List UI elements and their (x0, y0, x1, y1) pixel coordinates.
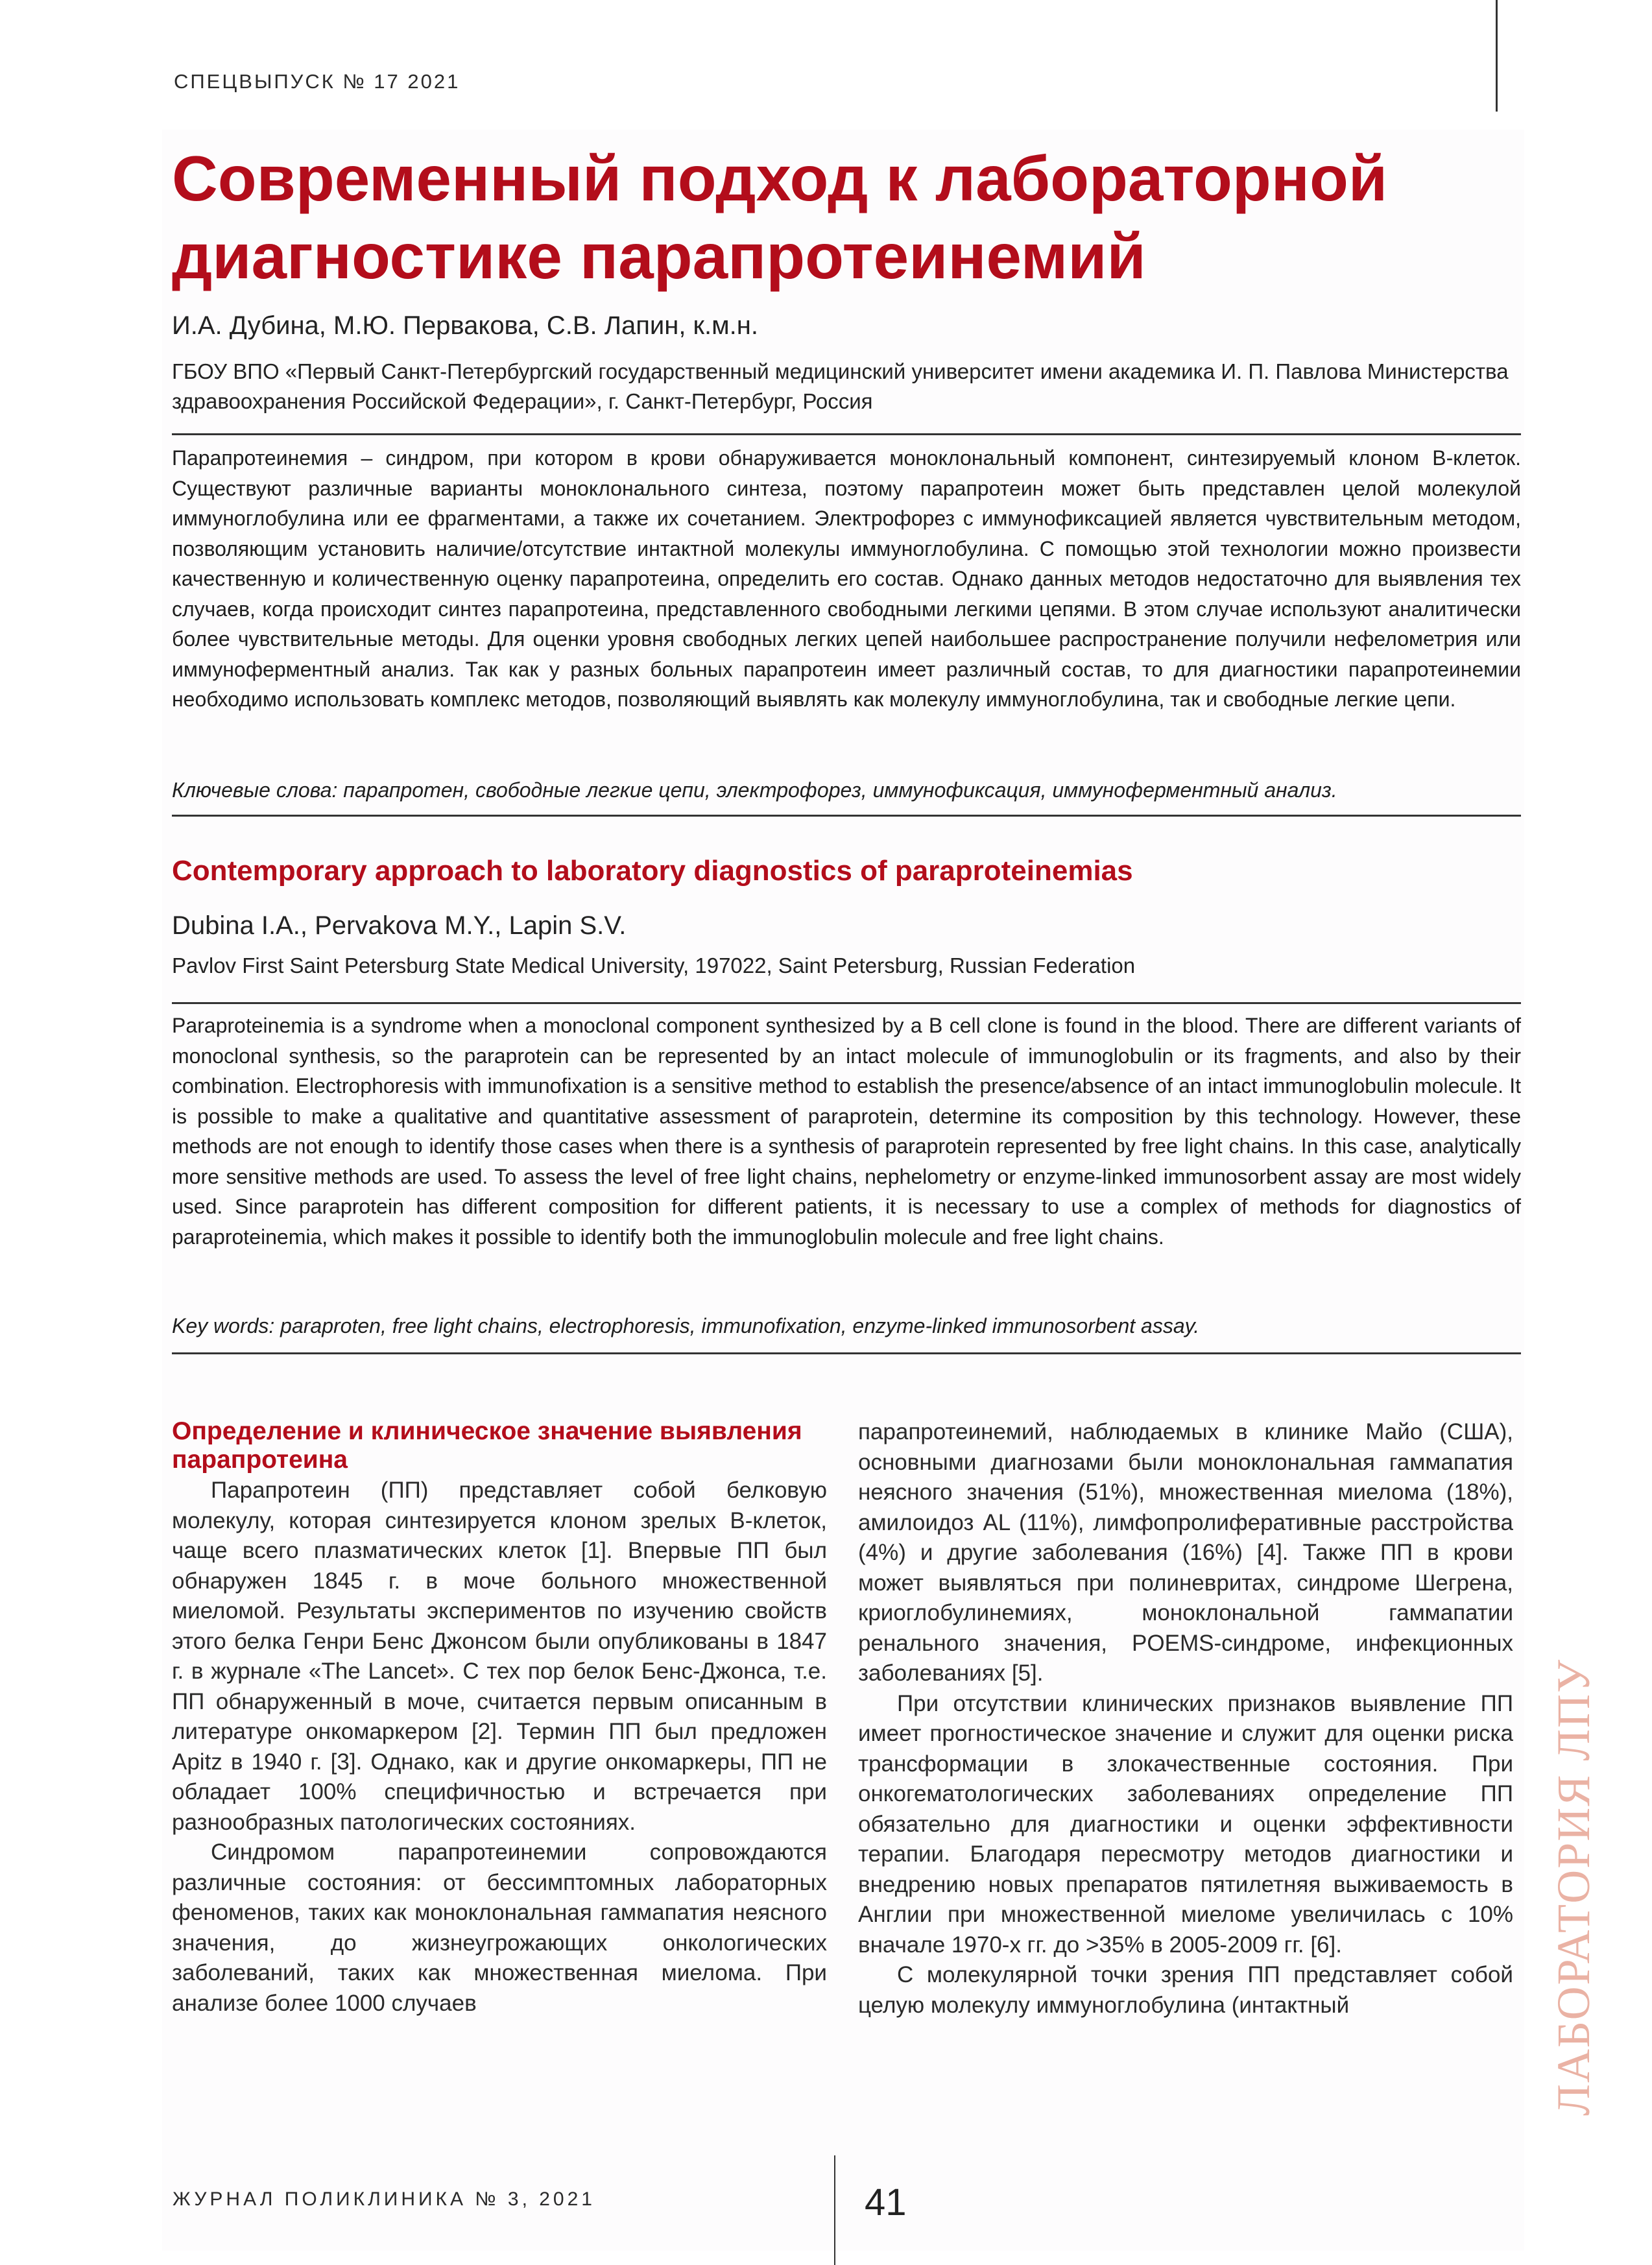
abstract-en (172, 1011, 1521, 1252)
authors-en: Dubina I.A., Pervakova M.Y., Lapin S.V. (172, 911, 627, 940)
divider-en-top (172, 1002, 1521, 1004)
page-number: 41 (865, 2181, 907, 2223)
body-paragraph: Синдромом парапротеинемии сопровождаются различные состояния: от бессимптомных лабораторных феноменов, таких как моноклональная гаммапатия неясного значения, до жизнеугрожающих онкологических заболеваний, таких как множественная миелома. При анализе более 1000 случаев (172, 1840, 827, 2016)
divider-ru-top (172, 433, 1521, 435)
top-corner-rule (1496, 0, 1498, 112)
article-title-en: Contemporary approach to laboratory diagnostics of paraproteinemias (172, 855, 1133, 887)
divider-ru-bottom (172, 815, 1521, 817)
abstract-en-text: Paraproteinemia is a syndrome when a monoclonal component synthesized by a B cell clone is found in the blood. There are different variants of monoclonal synthesis, so the paraprotein can be represented by an intact molecule of immunoglobulin or its fragments, and also by their combination. Electrophoresis with immunofixation is a sensitive method to establish the presence/absence of an intact immunoglobulin molecule. It is possible to make a qualitative and quantitative assessment of paraprotein, determine its composition by this technology. However, these methods are not enough to identify those cases when there is a synthesis of paraprotein represented by free light chains. In this case, analytically more sensitive methods are used. To assess the level of free light chains, nephelometry or enzyme-linked immunosorbent assay are most widely used. Since paraprotein has different composition for different patients, it is necessary to use a complex of methods for diagnostics of paraproteinemia, which makes it possible to identify both the immunoglobulin molecule and free light chains. (172, 1014, 1521, 1249)
body-column-right (858, 1417, 1513, 2020)
authors-ru: И.А. Дубина, М.Ю. Первакова, С.В. Лапин, к.м.н. (172, 311, 758, 340)
abstract-ru-text: Парапротеинемия – синдром, при котором в крови обнаруживается моноклональный компонент, синтезируемый клоном В-клеток. Существуют различные варианты моноклонального синтеза, поэтому парапротеин может быть представлен целой молекулой иммуноглобулина или ее фрагментами, а также их сочетанием. Электрофорез с иммунофиксацией является чувствительным методом, позволяющим установить наличие/отсутствие интактной молекулы иммуноглобулина. С помощью этой технологии можно произвести качественную и количественную оценку парапротеина, определить его состав. Однако данных методов недостаточно для выявления тех случаев, когда происходит синтез парапротеина, представленного свободными легкими цепями. В этом случае используют аналитически более чувствительные методы. Для оценки уровня свободных легких цепей наибольшее распространение получили нефелометрия или иммуноферментный анализ. Так как у разных больных парапротеин имеет различный состав, то для диагностики парапротеинемии необходимо использовать комплекс методов, позволяющий выявлять как молекулу иммуноглобулина, так и свободные легкие цепи. (172, 446, 1521, 711)
footer-journal-name: ЖУРНАЛ ПОЛИКЛИНИКА № 3, 2021 (173, 2188, 595, 2210)
article-title-ru: Современный подход к лабораторной диагностике парапротеинемий (172, 143, 1388, 292)
footer-divider (834, 2155, 835, 2265)
body-paragraph: С молекулярной точки зрения ПП представляет собой целую молекулу иммуноглобулина (интактный (858, 1962, 1513, 2018)
divider-en-bottom (172, 1352, 1521, 1354)
affiliation-ru: ГБОУ ВПО «Первый Санкт-Петербургский государственный медицинский университет имени академика И. П. Павлова Министерства здравоохранения Российской Федерации», г. Санкт-Петербург, Россия (172, 359, 1509, 413)
issue-label: СПЕЦВЫПУСК № 17 2021 (174, 70, 461, 93)
body-paragraph: Парапротеин (ПП) представляет собой белковую молекулу, которая синтезируется клоном зрелых В-клеток, чаще всего плазматических клеток [1]. Впервые ПП был обнаружен 1845 г. в моче больного множественной миеломой. Результаты экспериментов по изучению свойств этого белка Генри Бенс Джонсом были опубликованы в 1847 г. в журнале «The Lancet». С тех пор белок Бенс-Джонса, т.е. ПП обнаруженный в моче, считается первым описанным в литературе онкомаркером [2]. Термин ПП был предложен Apitz в 1940 г. [3]. Однако, как и другие онкомаркеры, ПП не обладает 100% специфичностью и встречается при разнообразных патологических состояниях. (172, 1478, 827, 1835)
body-paragraph: При отсутствии клинических признаков выявление ПП имеет прогностическое значение и служит для оценки риска трансформации в злокачественные состояния. При онкогематологических заболеваниях определение ПП обязательно для диагностики и оценки эффективности терапии. Благодаря пересмотру методов диагностики и внедрению новых препаратов пятилетняя выживаемость в Англии при множественной миеломе увеличилась с 10% вначале 1970-х гг. до >35% в 2005-2009 гг. [6]. (858, 1690, 1513, 1958)
keywords-en: Key words: paraproten, free light chains, electrophoresis, immunofixation, enzyme-linked immunosorbent assay. (172, 1314, 1200, 1337)
section-side-label: ЛАБОРАТОРИЯ ЛПУ (1548, 1658, 1599, 2116)
affiliation-en: Pavlov First Saint Petersburg State Medical University, 197022, Saint Petersburg, Russian Federation (172, 953, 1136, 977)
section-heading: Определение и клиническое значение выявления парапротеина (172, 1417, 802, 1474)
body-paragraph: парапротеинемий, наблюдаемых в клинике Майо (США), основными диагнозами были моноклональная гаммапатия неясного значения (51%), множественная миелома (18%), амилоидоз AL (11%), лимфопролиферативные расстройства (4%) и другие заболевания (16%) [4]. Также ПП в крови может выявляться при полиневритах, синдроме Шегрена, криоглобулинемиях, моноклональной гаммапатии ренального значения, POEMS-синдроме, инфекционных заболеваниях [5]. (858, 1419, 1513, 1686)
abstract-ru (172, 443, 1521, 715)
keywords-ru: Ключевые слова: парапротен, свободные легкие цепи, электрофорез, иммунофиксация, иммуноферментный анализ. (172, 778, 1337, 802)
body-column-left (172, 1417, 827, 2019)
